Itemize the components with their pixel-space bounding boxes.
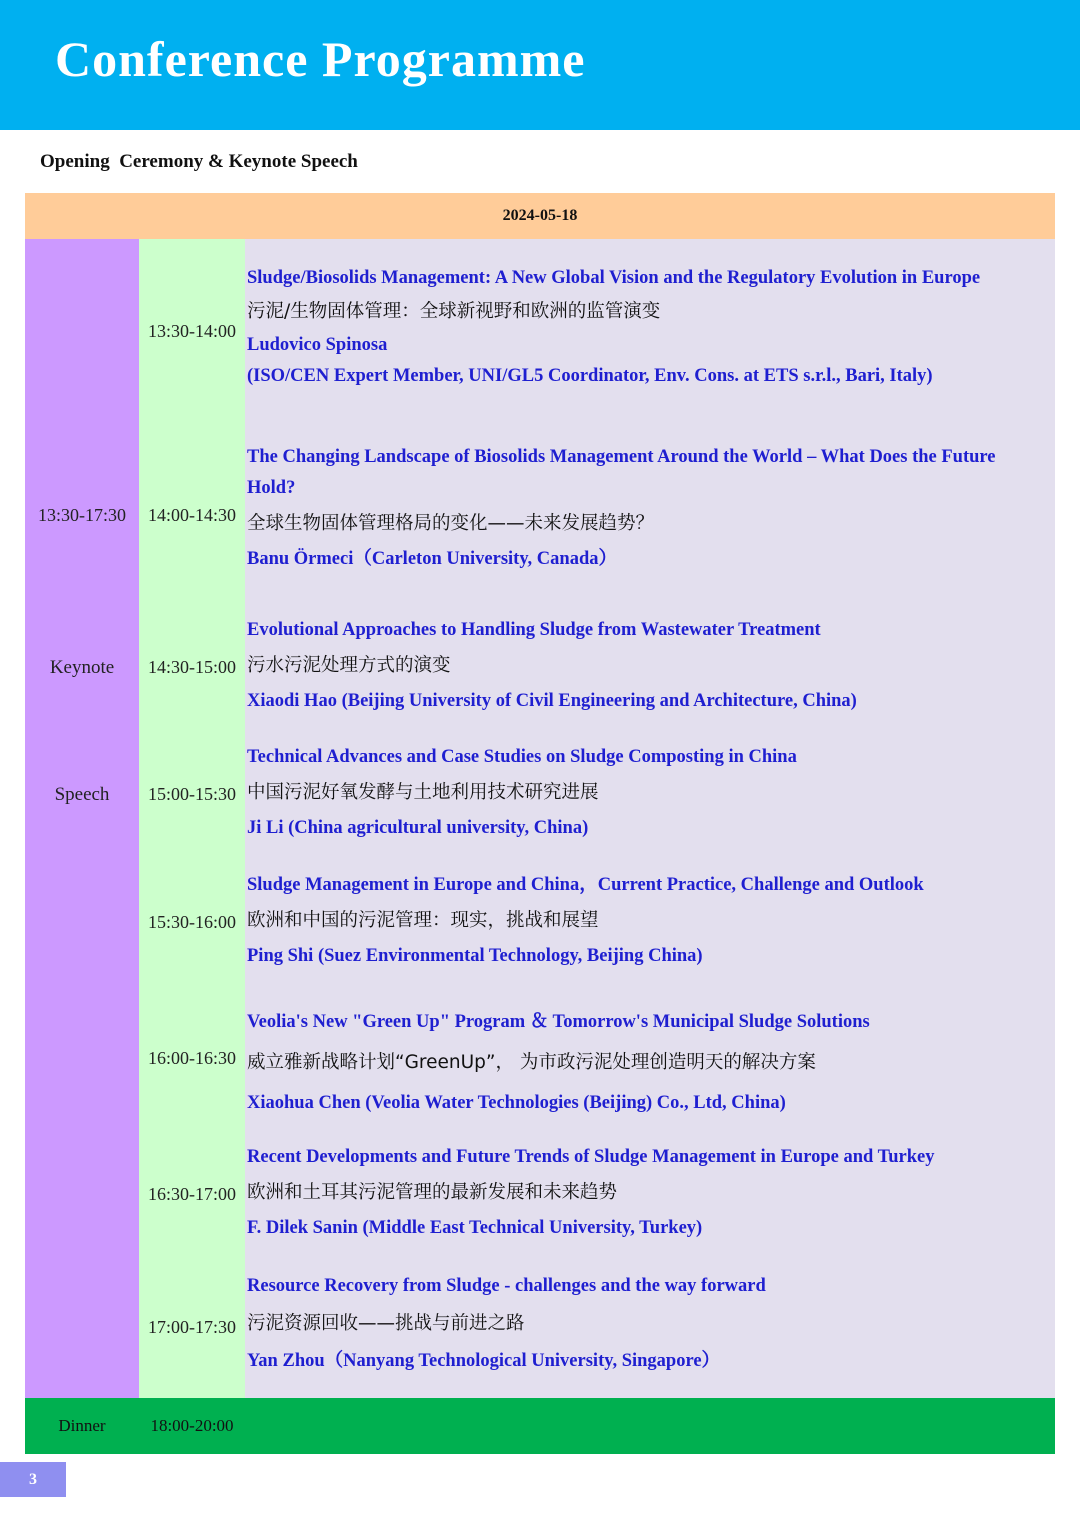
- talk-speaker: Banu Örmeci（Carleton University, Canada）: [247, 549, 617, 569]
- talk-speaker: F. Dilek Sanin (Middle East Technical University, Turkey): [247, 1218, 703, 1238]
- talk-title-chinese: 欧洲和中国的污泥管理：现实，挑战和展望: [247, 910, 599, 931]
- dinner-label: Dinner: [58, 1416, 106, 1435]
- header-banner: [0, 0, 1080, 130]
- talk-title-chinese: 污水污泥处理方式的演变: [247, 655, 451, 676]
- talk-item: [247, 442, 1047, 575]
- session-word-keynote: Keynote: [49, 657, 115, 678]
- talk-title: Recent Developments and Future Trends of Sludge Management in Europe and Turkey: [247, 1147, 935, 1167]
- page-number: [0, 1462, 66, 1497]
- talk-item: [247, 742, 1047, 844]
- talk-title-chinese: 污泥资源回收——挑战与前进之路: [247, 1313, 525, 1334]
- talk-item: [247, 870, 1047, 972]
- session-word-speech: Speech: [54, 784, 110, 805]
- talk-title: Evolutional Approaches to Handling Sludge from Wastewater Treatment: [247, 620, 821, 640]
- slot-time: 14:00-14:30: [148, 505, 236, 525]
- talk-item: [247, 1007, 1047, 1119]
- talk-title: Sludge/Biosolids Management: A New Global Vision and the Regulatory Evolution in Europe: [247, 268, 981, 288]
- time-column: [139, 239, 245, 1398]
- dinner-time: 18:00-20:00: [150, 1416, 234, 1435]
- talk-title: Resource Recovery from Sludge - challenges and the way forward: [247, 1276, 766, 1296]
- page-number-label: 3: [29, 1470, 37, 1488]
- date-label: 2024-05-18: [502, 207, 578, 224]
- talk-item: [247, 1142, 1047, 1244]
- slot-time: 14:30-15:00: [148, 657, 236, 677]
- session-time-range: 13:30-17:30: [38, 505, 126, 525]
- talk-speaker: Ping Shi (Suez Environmental Technology, Beijing China): [247, 946, 703, 966]
- talk-speaker-affiliation: (ISO/CEN Expert Member, UNI/GL5 Coordinator, Env. Cons. at ETS s.r.l., Bari, Italy): [247, 366, 933, 386]
- date-bar: [25, 193, 1055, 239]
- talk-title-chinese: 威立雅新战略计划“GreenUp”， 为市政污泥处理创造明天的解决方案: [247, 1052, 816, 1073]
- section-title: Opening Ceremony & Keynote Speech: [40, 151, 358, 172]
- page-title: Conference Programme: [55, 31, 586, 87]
- talk-item: [247, 263, 1047, 392]
- talk-title-chinese: 全球生物固体管理格局的变化——未来发展趋势？: [247, 513, 655, 534]
- talk-speaker: Ludovico Spinosa: [247, 335, 388, 355]
- talk-speaker: Xiaohua Chen (Veolia Water Technologies (Beijing) Co., Ltd, China): [247, 1093, 786, 1113]
- talk-item: [247, 1271, 1047, 1377]
- talk-speaker: Ji Li (China agricultural university, China): [247, 818, 589, 838]
- talk-title-chinese: 欧洲和土耳其污泥管理的最新发展和未来趋势: [247, 1182, 618, 1203]
- talk-title-chinese: 污泥/生物固体管理：全球新视野和欧洲的监管演变: [247, 301, 661, 322]
- session-column: [25, 239, 139, 1398]
- talk-title: Technical Advances and Case Studies on Sludge Composting in China: [247, 747, 797, 767]
- talk-title-chinese: 中国污泥好氧发酵与土地利用技术研究进展: [247, 782, 599, 803]
- talk-speaker: Xiaodi Hao (Beijing University of Civil Engineering and Architecture, China): [247, 691, 857, 711]
- slot-time: 16:00-16:30: [148, 1048, 236, 1068]
- slot-time: 15:00-15:30: [148, 784, 236, 804]
- slot-time: 13:30-14:00: [148, 321, 236, 341]
- talk-title: The Changing Landscape of Biosolids Management Around the World – What Does the Future Hold?: [247, 447, 996, 498]
- talk-item: [247, 615, 1047, 717]
- slot-time: 15:30-16:00: [148, 912, 236, 932]
- talk-title: Sludge Management in Europe and China，Current Practice, Challenge and Outlook: [247, 875, 924, 895]
- talk-speaker: Yan Zhou（Nanyang Technological University, Singapore）: [247, 1351, 721, 1371]
- slot-time: 17:00-17:30: [148, 1317, 236, 1337]
- talk-title: Veolia's New "Green Up" Program ＆ Tomorrow's Municipal Sludge Solutions: [247, 1012, 870, 1032]
- slot-time: 16:30-17:00: [148, 1184, 236, 1204]
